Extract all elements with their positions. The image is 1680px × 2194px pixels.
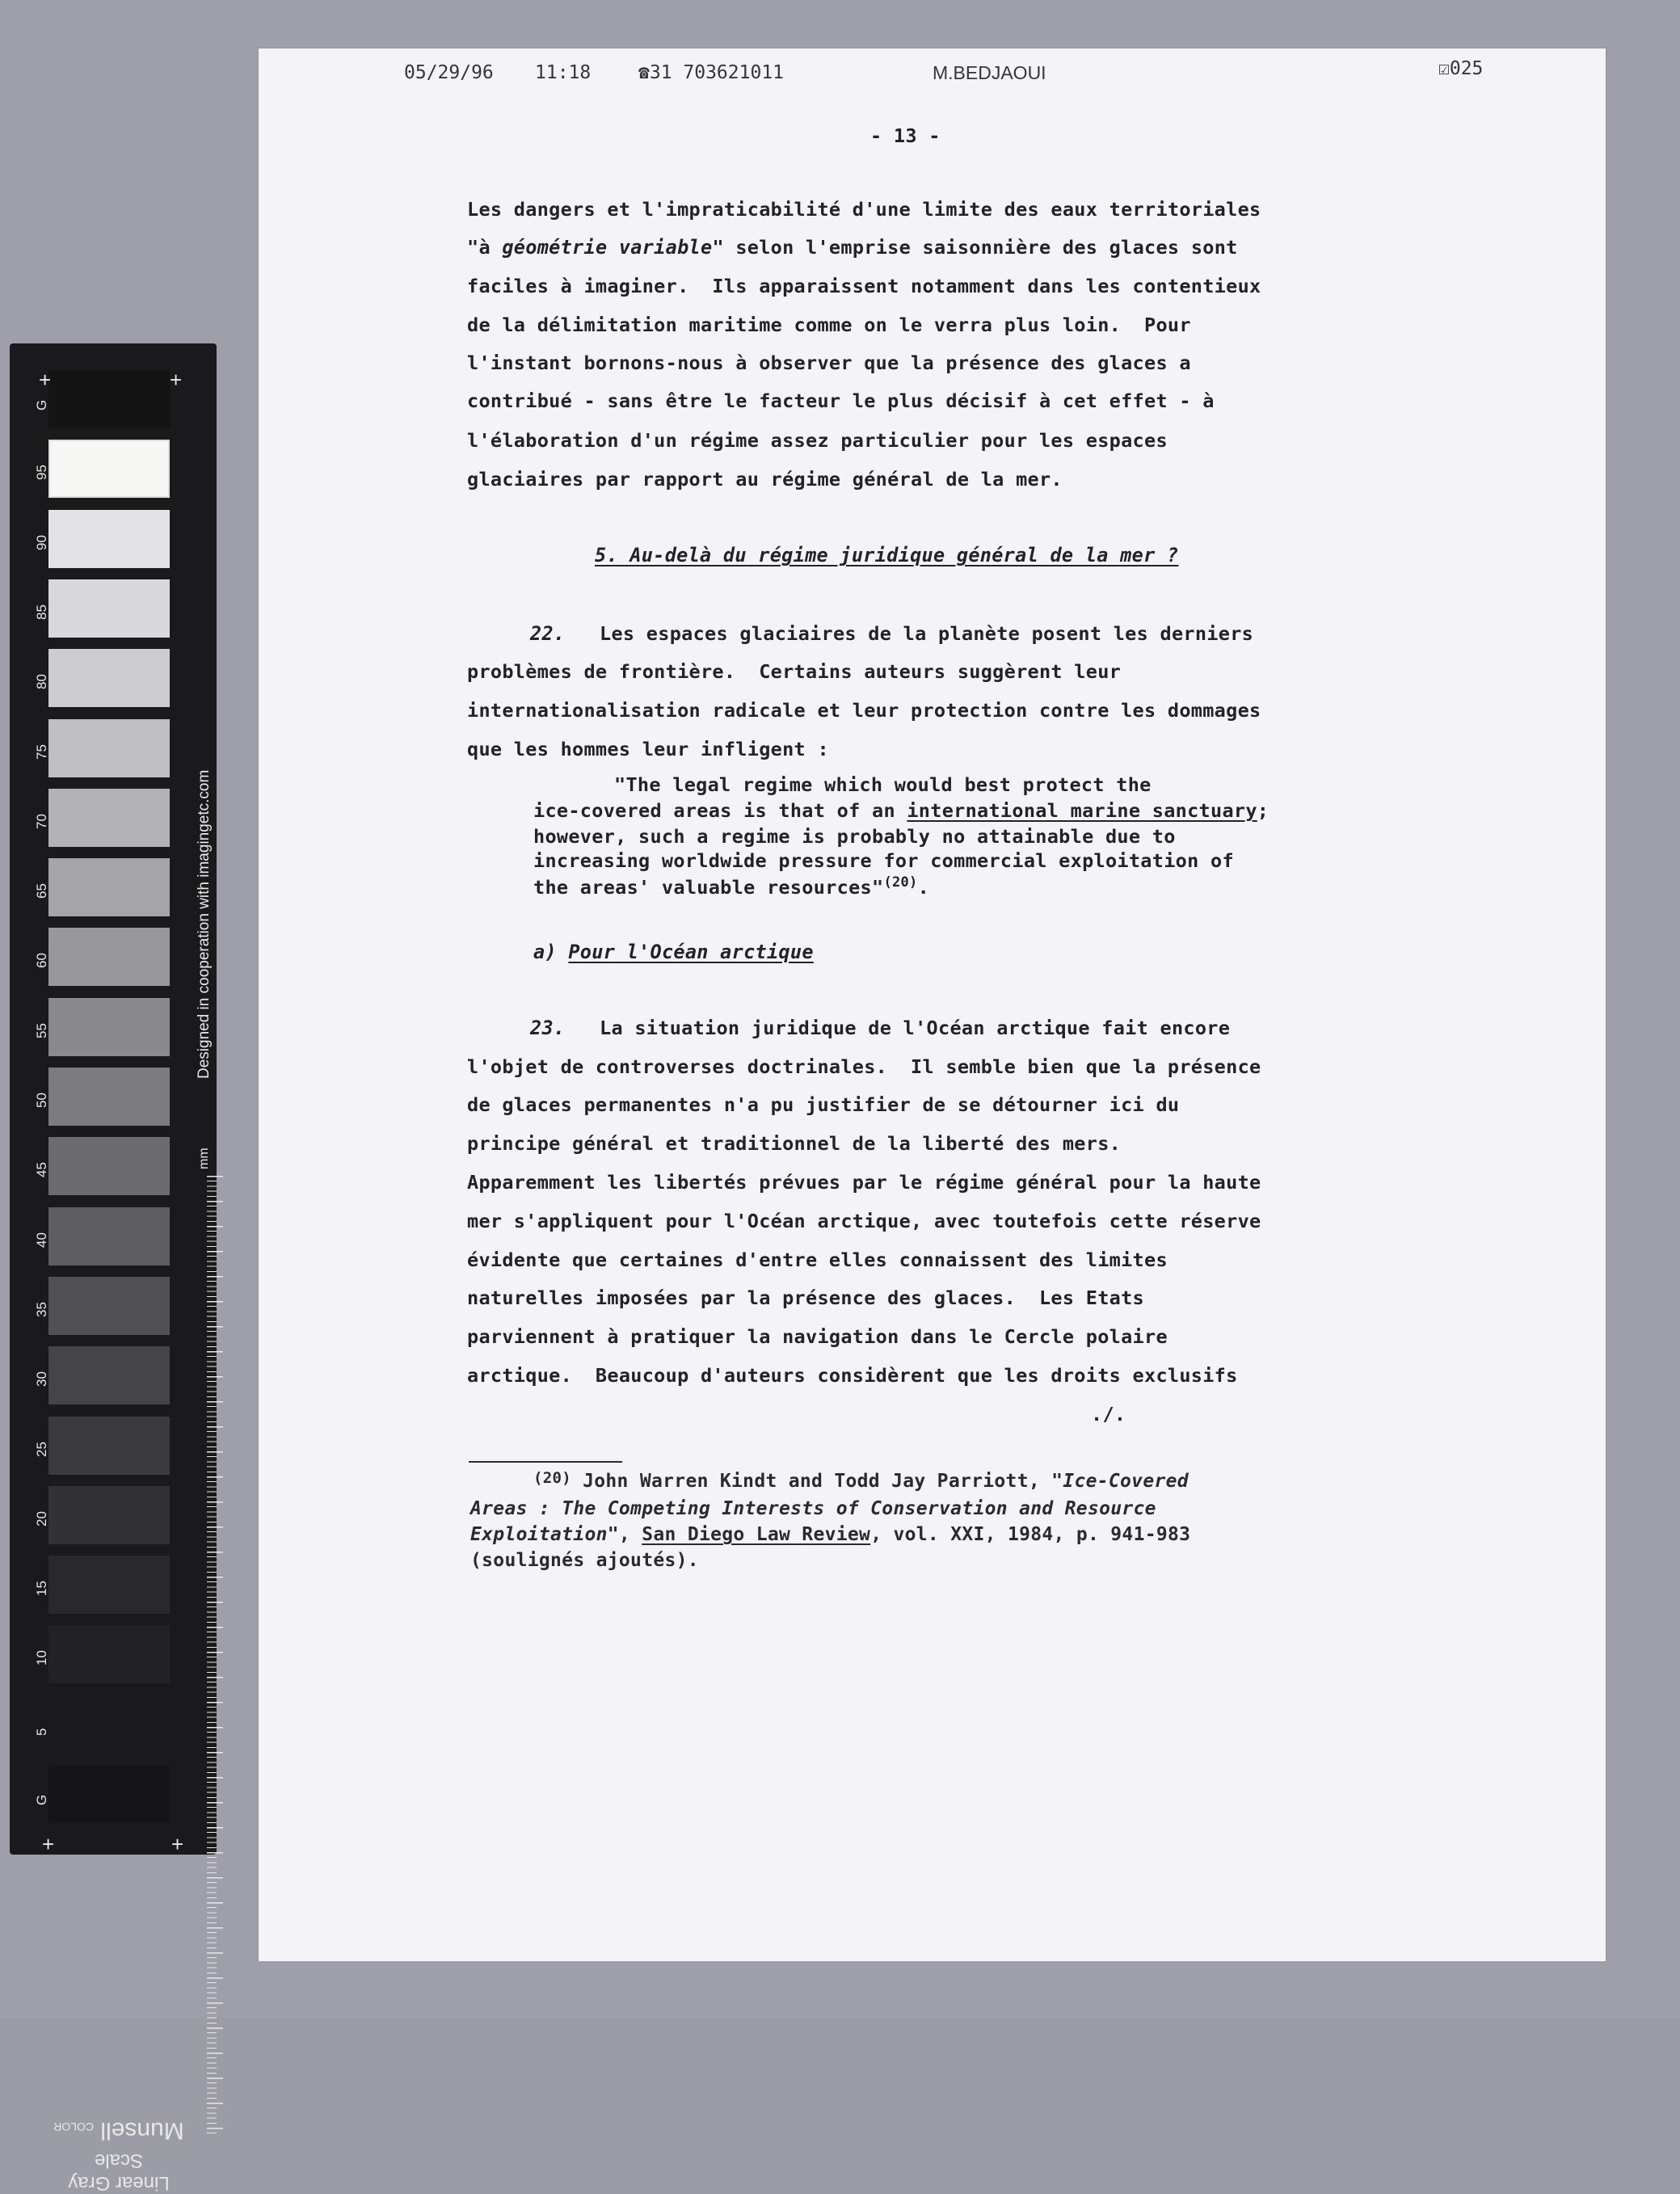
quote-line <box>533 874 929 899</box>
gray-patch-label: 50 <box>34 1093 49 1108</box>
fax-page-code: ☑025 <box>1438 58 1484 79</box>
gray-patch-label: 15 <box>34 1581 49 1597</box>
underlined-text-run: international marine sanctuary <box>907 799 1257 822</box>
gray-patch <box>48 1277 170 1335</box>
gray-patch <box>48 440 170 498</box>
gray-patch-label: 75 <box>34 743 49 760</box>
paragraph-line: glaciaires par rapport au régime général de la mer. <box>467 468 1063 491</box>
munsell-brand <box>42 2117 196 2194</box>
journal-title: San Diego Law Review <box>642 1524 871 1545</box>
paragraph-line: l'élaboration d'un régime assez particulier pour les espaces <box>467 429 1168 452</box>
ruler-unit-label: mm <box>197 1148 211 1169</box>
quote-line: however, such a regime is probably no attainable due to <box>533 825 1176 848</box>
gray-patch <box>48 858 170 916</box>
paragraph-line: naturelles imposées par la présence des glaces. Les Etats <box>467 1287 1144 1309</box>
brand-scale-name: Linear Gray Scale <box>68 2150 170 2194</box>
gray-patch <box>48 579 170 638</box>
footnote-line <box>533 1471 1189 1492</box>
paragraph-line: faciles à imaginer. Ils apparaissent notamment dans les contentieux <box>467 275 1261 297</box>
gray-patch <box>48 1486 170 1544</box>
text-run: the areas' valuable resources" <box>533 875 884 899</box>
plus-mark-top-left: + <box>39 368 52 392</box>
footnote-line <box>470 1524 1190 1545</box>
plus-mark-bottom-left: + <box>42 1832 55 1856</box>
gray-patch <box>48 1695 170 1754</box>
gray-patch-label: 35 <box>34 1301 49 1317</box>
gray-patch-label: 90 <box>34 534 49 550</box>
plus-mark-bottom-right: + <box>171 1832 184 1856</box>
italic-text-run: Ice-Covered <box>1063 1471 1189 1492</box>
gray-scale-credit: Designed in cooperation with imagingetc.com <box>196 769 213 1079</box>
text-run: Les espaces glaciaires de la planète posent les derniers <box>600 622 1254 645</box>
text-run: "à <box>467 236 503 259</box>
paragraph-line: de la délimitation maritime comme on le verra plus loin. Pour <box>467 314 1191 336</box>
gray-patch-label: G <box>34 399 49 411</box>
gray-patch <box>48 789 170 847</box>
gray-patch-label: 65 <box>34 883 49 899</box>
gray-patch <box>48 510 170 568</box>
gray-patch <box>48 1137 170 1195</box>
gray-patch-label: 25 <box>34 1441 49 1457</box>
document-page <box>259 48 1606 1961</box>
gray-patch-label: 5 <box>34 1728 49 1736</box>
paragraph-line: Les dangers et l'impraticabilité d'une limite des eaux territoriales <box>467 198 1261 221</box>
fax-time: 11:18 <box>535 62 592 83</box>
paragraph-line: Apparemment les libertés prévues par le régime général pour la haute <box>467 1171 1261 1194</box>
brand-sub: COLOR <box>53 2120 95 2133</box>
gray-patch <box>48 370 170 428</box>
paragraph-line: de glaces permanentes n'a pu justifier de se détourner ici du <box>467 1093 1180 1116</box>
paragraph-line: que les hommes leur infligent : <box>467 738 829 760</box>
gray-patch-label: 20 <box>34 1510 49 1527</box>
brand-logo-text <box>42 2116 196 2144</box>
gray-patch-label: 70 <box>34 813 49 829</box>
quote-line: "The legal regime which would best protect the <box>614 773 1152 796</box>
gray-patch <box>48 928 170 986</box>
fax-phone: ☎31 703621011 <box>638 62 785 83</box>
paragraph-line: mer s'appliquent pour l'Océan arctique, avec toutefois cette réserve <box>467 1210 1261 1232</box>
plus-mark-top-right: + <box>170 368 183 392</box>
gray-patch-label: 85 <box>34 604 49 620</box>
paragraph-line <box>467 622 1253 645</box>
gray-patch-label: G <box>34 1794 49 1805</box>
gray-patch <box>48 1417 170 1475</box>
gray-scale-target <box>10 343 217 2194</box>
text-run: La situation juridique de l'Océan arctique fait encore <box>600 1017 1231 1039</box>
paragraph-line: évidente que certaines d'entre elles connaissent des limites <box>467 1249 1168 1271</box>
subheading-marker: a) <box>533 941 557 963</box>
paragraph-line <box>467 236 1238 259</box>
quote-line <box>533 799 1269 822</box>
gray-patch-label: 10 <box>34 1650 49 1666</box>
paragraph-line: l'objet de controverses doctrinales. Il semble bien que la présence <box>467 1055 1261 1078</box>
text-run: ice-covered areas is that of an <box>533 799 907 822</box>
footnote-rule <box>469 1461 622 1463</box>
gray-patch-label: 40 <box>34 1232 49 1248</box>
gray-patch-label: 95 <box>34 465 49 481</box>
subheading-text: Pour l'Océan arctique <box>568 941 814 963</box>
gray-patch <box>48 1068 170 1126</box>
paragraph-line: parviennent à pratiquer la navigation dans le Cercle polaire <box>467 1325 1168 1348</box>
footnote-reference[interactable]: (20) <box>883 874 918 891</box>
gray-patch <box>48 998 170 1056</box>
text-run: John Warren Kindt and Todd Jay Parriott, " <box>571 1471 1063 1492</box>
paragraph-line: problèmes de frontière. Certains auteurs suggèrent leur <box>467 660 1122 683</box>
footnote-line: (soulignés ajoutés). <box>470 1550 699 1571</box>
paragraph-line <box>467 1017 1230 1039</box>
paragraph-number: 23. <box>530 1017 566 1039</box>
mm-ruler <box>207 1176 225 2137</box>
subheading <box>533 941 814 963</box>
gray-patch <box>48 1625 170 1683</box>
quote-line: increasing worldwide pressure for commercial exploitation of <box>533 849 1234 872</box>
paragraph-line: arctique. Beaucoup d'auteurs considèrent que les droits exclusifs <box>467 1364 1238 1387</box>
text-run: . <box>917 875 930 899</box>
text-run: ; <box>1257 799 1269 822</box>
fax-sender: M.BEDJAOUI <box>933 62 1046 83</box>
gray-patch-label: 80 <box>34 674 49 690</box>
page-number: - 13 - <box>870 124 941 147</box>
gray-patch <box>48 649 170 707</box>
gray-patch <box>48 1556 170 1614</box>
footnote-line: Areas : The Competing Interests of Conservation and Resource <box>470 1498 1156 1519</box>
brand-name: Munsell <box>100 2117 184 2144</box>
paragraph-number: 22. <box>530 622 566 645</box>
text-run: ", <box>607 1524 642 1545</box>
footnote-number: (20) <box>533 1469 571 1487</box>
italic-text-run: Exploitation <box>470 1524 608 1545</box>
gray-patch <box>48 719 170 777</box>
section-heading: 5. Au-delà du régime juridique général de la mer ? <box>595 544 1179 566</box>
continuation-mark: ./. <box>1091 1403 1126 1425</box>
gray-patch-label: 30 <box>34 1371 49 1388</box>
fax-date: 05/29/96 <box>404 62 494 83</box>
gray-patch <box>48 1207 170 1265</box>
paragraph-line: l'instant bornons-nous à observer que la présence des glaces a <box>467 352 1191 374</box>
gray-patch-label: 55 <box>34 1022 49 1038</box>
paragraph-line: internationalisation radicale et leur protection contre les dommages <box>467 699 1261 722</box>
italic-text-run: géométrie variable <box>502 236 713 259</box>
text-run: " selon l'emprise saisonnière des glaces sont <box>712 236 1238 259</box>
paragraph-line: principe général et traditionnel de la liberté des mers. <box>467 1132 1122 1155</box>
gray-patch <box>48 1765 170 1823</box>
gray-patch-label: 60 <box>34 953 49 969</box>
gray-patch <box>48 1346 170 1404</box>
paragraph-line: contribué - sans être le facteur le plus décisif à cet effet - à <box>467 390 1215 412</box>
gray-patch-label: 45 <box>34 1162 49 1178</box>
text-run: , vol. XXI, 1984, p. 941-983 <box>870 1524 1191 1545</box>
